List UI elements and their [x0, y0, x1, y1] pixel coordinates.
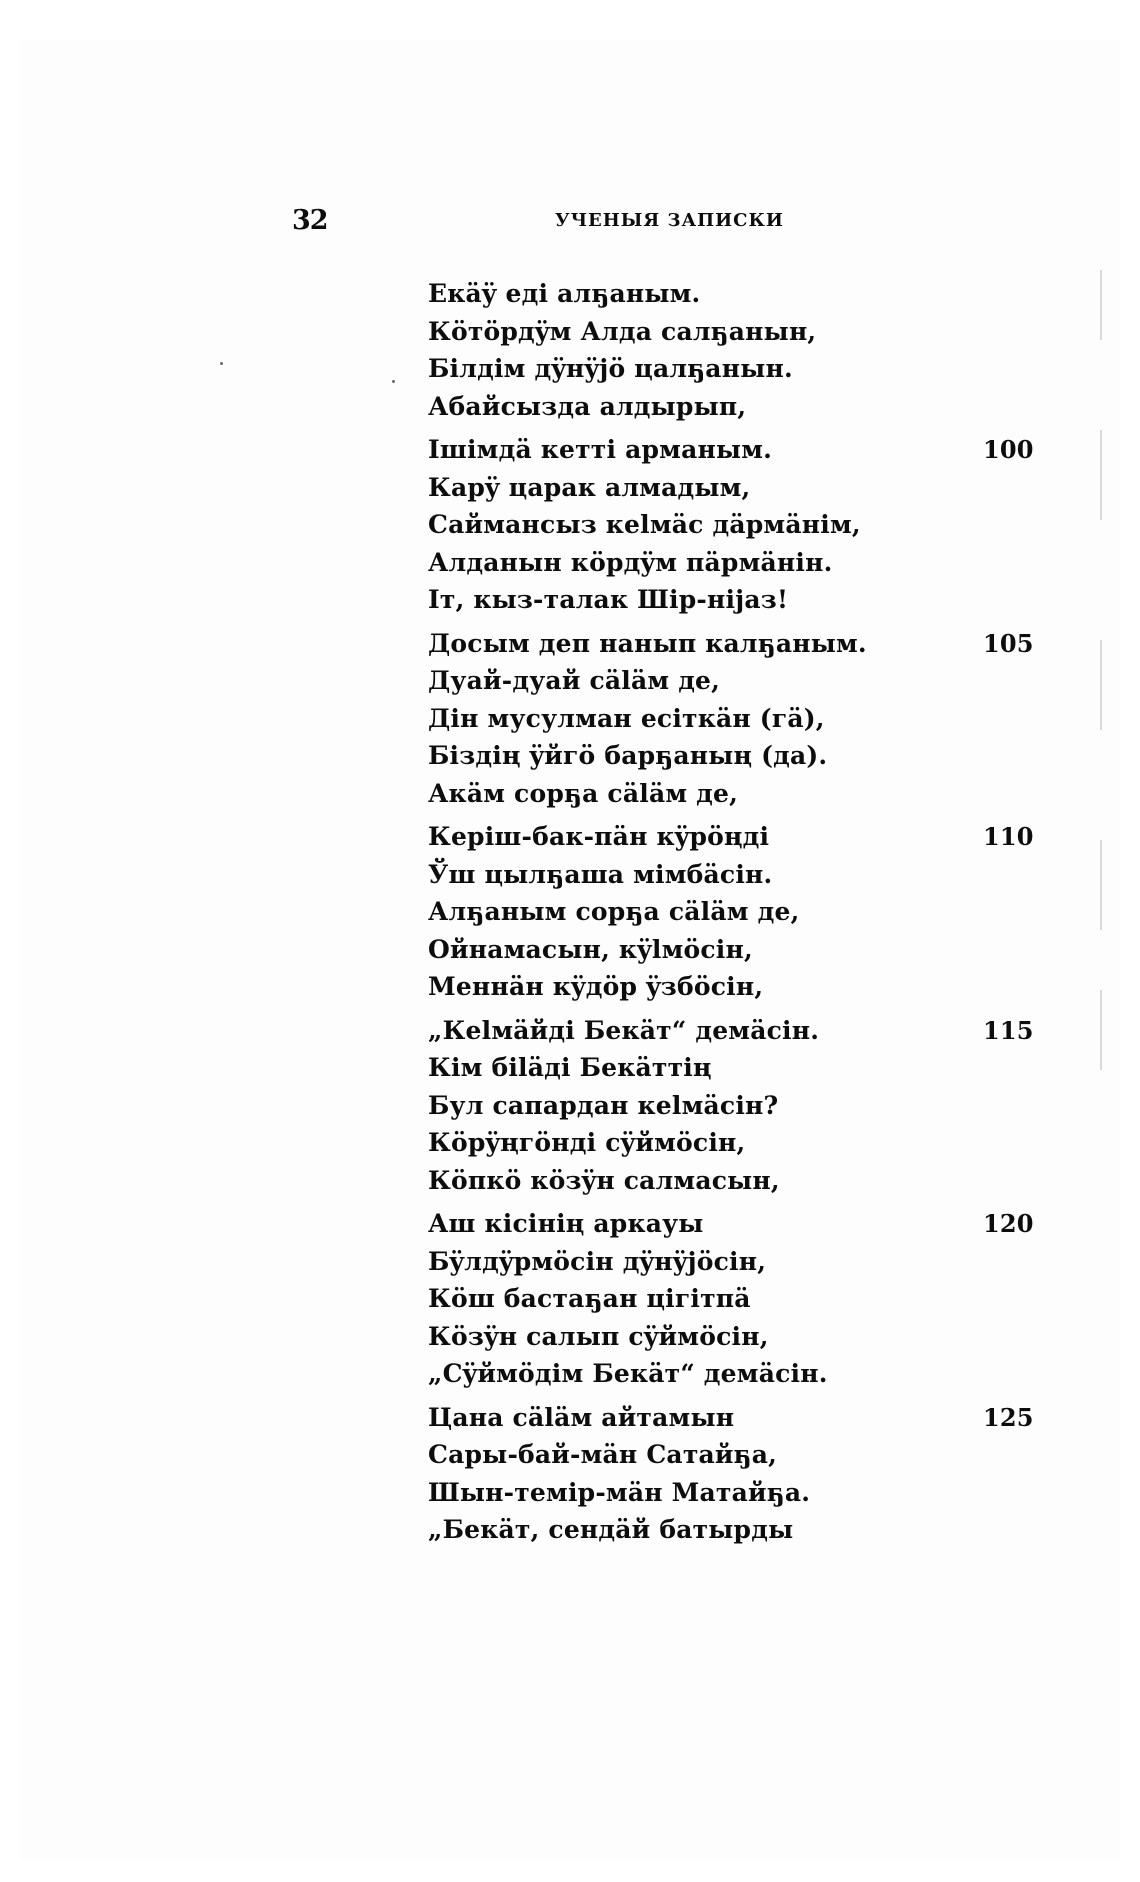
- verse-line-text: Кöзÿн салып сÿймöсiн,: [428, 1321, 769, 1351]
- verse-line-text: Кöпкö кöзÿн салмасын,: [428, 1165, 780, 1195]
- verse-line: [428, 1049, 1028, 1087]
- verse-line: [428, 1474, 1028, 1512]
- verse-line: [428, 1399, 1034, 1437]
- verse-line-text: Кiм бiläдi Бекäттiң: [428, 1053, 712, 1082]
- verse-line-text: Алҕаным сорҕа сälӓм де,: [428, 897, 800, 926]
- verse-line: [428, 737, 1028, 775]
- verse-line-text: Акäм сорҕа сälӓм де,: [428, 778, 739, 808]
- scan-speck: [220, 362, 223, 365]
- verse-line-text: Кöрÿңгöндi сÿймöсiн,: [428, 1128, 746, 1157]
- verse-line-text: Саймансыз кеlмäс дäрмäнiм,: [428, 510, 861, 539]
- line-number: 125: [983, 1402, 1034, 1432]
- verse-line: [428, 625, 1034, 663]
- verse-line: [428, 1087, 1028, 1125]
- verse-line-text: Кöш бастаҕан цiгiтпä: [428, 1284, 751, 1313]
- verse-line: [428, 275, 1028, 313]
- verse-line: [428, 775, 1028, 813]
- verse-line: [428, 350, 1028, 388]
- verse-line-text: Iшiмдä кеттi арманым.: [428, 435, 773, 464]
- verse-line-text: Керiш-бак-пäн кÿрöңдi: [428, 822, 770, 851]
- verse-line-text: Сары-бай-мäн Сатайҕа,: [428, 1440, 778, 1469]
- scan-edge-mark: [1100, 840, 1102, 930]
- verse-line: [428, 700, 1028, 738]
- verse-line-text: Цана сälӓм айтамын: [428, 1402, 735, 1432]
- verse-line-text: Кöтöрдÿм Алда салҕанын,: [428, 316, 817, 346]
- verse-line-text: Бÿлдÿрмöсiн дÿнÿjöсiн,: [428, 1246, 767, 1276]
- verse-line: [428, 544, 1028, 582]
- verse-line-text: Дуай-дуай сälӓм де,: [428, 666, 721, 695]
- verse-line: [428, 662, 1028, 700]
- page-number: 32: [292, 205, 328, 236]
- verse-line: [428, 313, 1028, 351]
- running-title: УЧЕНЫЯ ЗАПИСКИ: [555, 210, 784, 231]
- verse-line: [428, 388, 1028, 426]
- verse-line-text: Ойнамасын, кÿlмöсiн,: [428, 934, 753, 964]
- line-number: 100: [983, 435, 1034, 464]
- verse-line-text: Iт, кыз-талак Шiр-нijаз!: [428, 585, 789, 614]
- scan-speck: [392, 380, 395, 383]
- verse-line: [428, 968, 1028, 1006]
- verse-line: [428, 469, 1028, 507]
- verse-line-text: Бiздiң ÿйгö барҕаның (да).: [428, 741, 828, 770]
- verse-line: [428, 1243, 1028, 1281]
- verse-line-text: Меннäн кÿдöр ÿзбöсiн,: [428, 972, 764, 1001]
- verse-line-text: Шын-темiр-мäн Матайҕа.: [428, 1477, 811, 1507]
- line-number: 115: [983, 1015, 1034, 1045]
- scan-edge-mark: [1100, 430, 1102, 520]
- verse-line-text: Аш кiсiнiң аркауы: [428, 1209, 704, 1238]
- verse-line-text: Бул сапардан кеlмäсiн?: [428, 1090, 779, 1120]
- verse-line: [428, 1124, 1028, 1162]
- verse-line: [428, 856, 1028, 894]
- verse-line: [428, 581, 1028, 619]
- verse-line-text: „Бекäт, сендäй батырды: [428, 1515, 794, 1544]
- scan-edge-mark: [1100, 270, 1102, 340]
- verse-line-text: Алданын кöрдÿм пäрмäнiн.: [428, 547, 833, 577]
- scan-edge-mark: [1100, 990, 1102, 1070]
- verse-line: [428, 1280, 1028, 1318]
- verse-line: [428, 1012, 1034, 1050]
- line-number: 105: [983, 628, 1034, 658]
- scan-edge-mark: [1100, 640, 1102, 730]
- verse-line: [428, 1436, 1028, 1474]
- verse-line: [428, 1355, 1028, 1393]
- verse-line-text: „Кеlмäйдi Бекäт“ демäсiн.: [428, 1015, 820, 1045]
- verse-line: [428, 1205, 1034, 1243]
- verse-line-text: Досым деп нанып калҕаным.: [428, 628, 867, 658]
- verse-line: [428, 506, 1028, 544]
- verse-line-text: Ўш цылҕаша мiмбäсiн.: [428, 859, 773, 889]
- verse-line: [428, 1162, 1028, 1200]
- line-number: 120: [983, 1209, 1034, 1238]
- verse-line: [428, 1511, 1028, 1549]
- verse-line: [428, 1318, 1028, 1356]
- verse-line: [428, 931, 1028, 969]
- verse-line-text: Абайсызда алдырып,: [428, 391, 747, 421]
- verse-line-text: Бiлдiм дÿнÿjö цалҕанын.: [428, 354, 793, 383]
- verse-line: [428, 818, 1034, 856]
- line-number: 110: [983, 822, 1034, 851]
- verse-line-text: „Сÿймöдiм Бекäт“ демäсiн.: [428, 1359, 828, 1388]
- verse-line-text: Екäÿ едi алҕаным.: [428, 279, 701, 308]
- verse-line-text: Дiн мусулман есiткäн (гä),: [428, 703, 825, 733]
- verse-line-text: Карÿ царак алмадым,: [428, 472, 751, 502]
- verse-block: [428, 275, 1034, 1549]
- verse-line: [428, 431, 1034, 469]
- verse-line: [428, 893, 1028, 931]
